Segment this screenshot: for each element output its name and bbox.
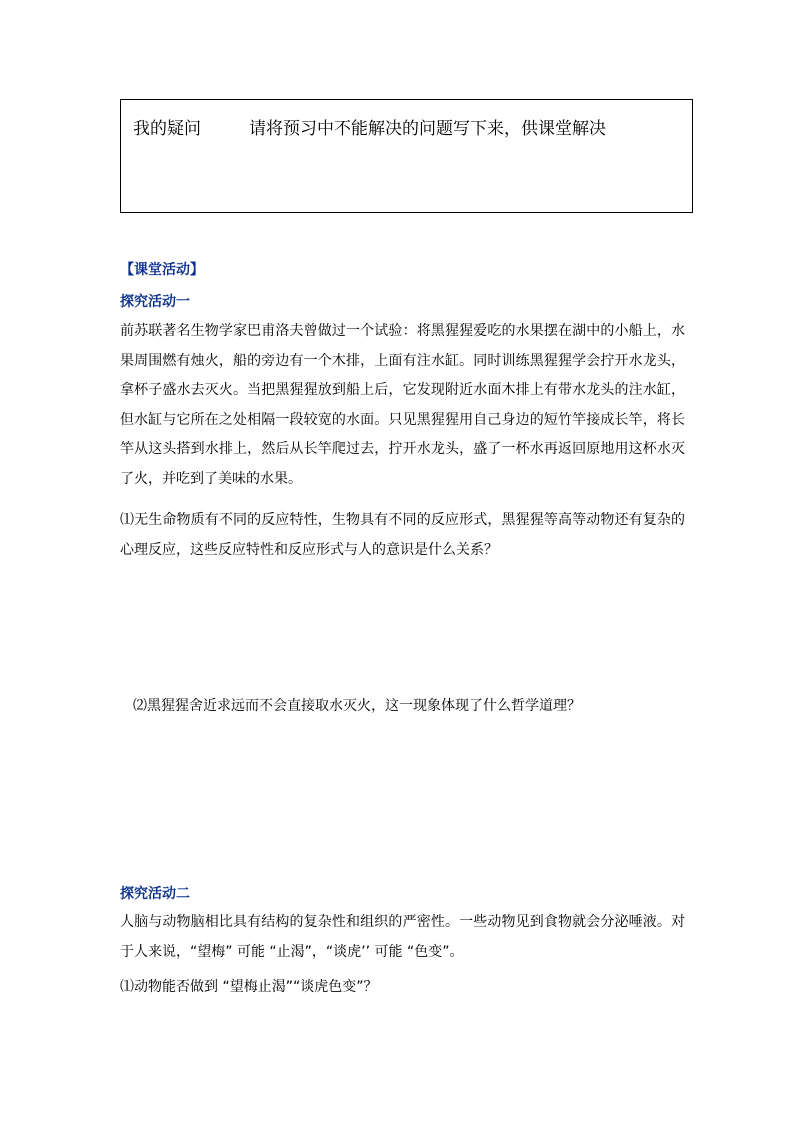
- activity1-question1: ⑴无生命物质有不同的反应特性，生物具有不同的反应形式，黑猩猩等高等动物还有复杂的心理反应，这些反应特性和反应形式与人的意识是什么关系？: [120, 512, 685, 558]
- activity2-question1: ⑴动物能否做到 “望梅止渴”“谈虎色变”？: [120, 979, 378, 995]
- activity1-paragraph: 前苏联著名生物学家巴甫洛夫曾做过一个试验：将黑猩猩爱吃的水果摆在湖中的小船上，水果周围燃有烛火，船的旁边有一个木排，上面有注水缸。同时训练黑猩猩学会拧开水龙头，拿杯子盛水去灭火。当把黑猩猩放到船上后，它发现附近水面木排上有带水龙头的注水缸，但水缸与它所在之处相隔一段较宽的水面。只见黑猩猩用自己身边的短竹竿接成长竿，将长竿从这头搭到水排上，然后从长竿爬过去，拧开水龙头，盛了一杯水再返回原地用这杯水灭了火，并吃到了美味的水果。: [120, 323, 685, 487]
- question-box: [120, 99, 693, 213]
- activity2-heading: 探究活动二: [120, 886, 190, 902]
- activity1-question2: ⑵黑猩猩舍近求远而不会直接取水灭火，这一现象体现了什么哲学道理？: [133, 698, 581, 714]
- activity2-paragraph: 人脑与动物脑相比具有结构的复杂性和组织的严密性。一些动物见到食物就会分泌唾液。对于人来说，“望梅” 可能 “止渴”，“谈虎’’ 可能 “色变”。: [120, 914, 685, 960]
- question-box-hint: 请将预习中不能解决的问题写下来，供课堂解决: [249, 119, 606, 139]
- activity1-heading: 探究活动一: [120, 294, 190, 310]
- class-activity-heading: 【课堂活动】: [120, 262, 204, 278]
- question-box-label: 我的疑问: [133, 119, 201, 139]
